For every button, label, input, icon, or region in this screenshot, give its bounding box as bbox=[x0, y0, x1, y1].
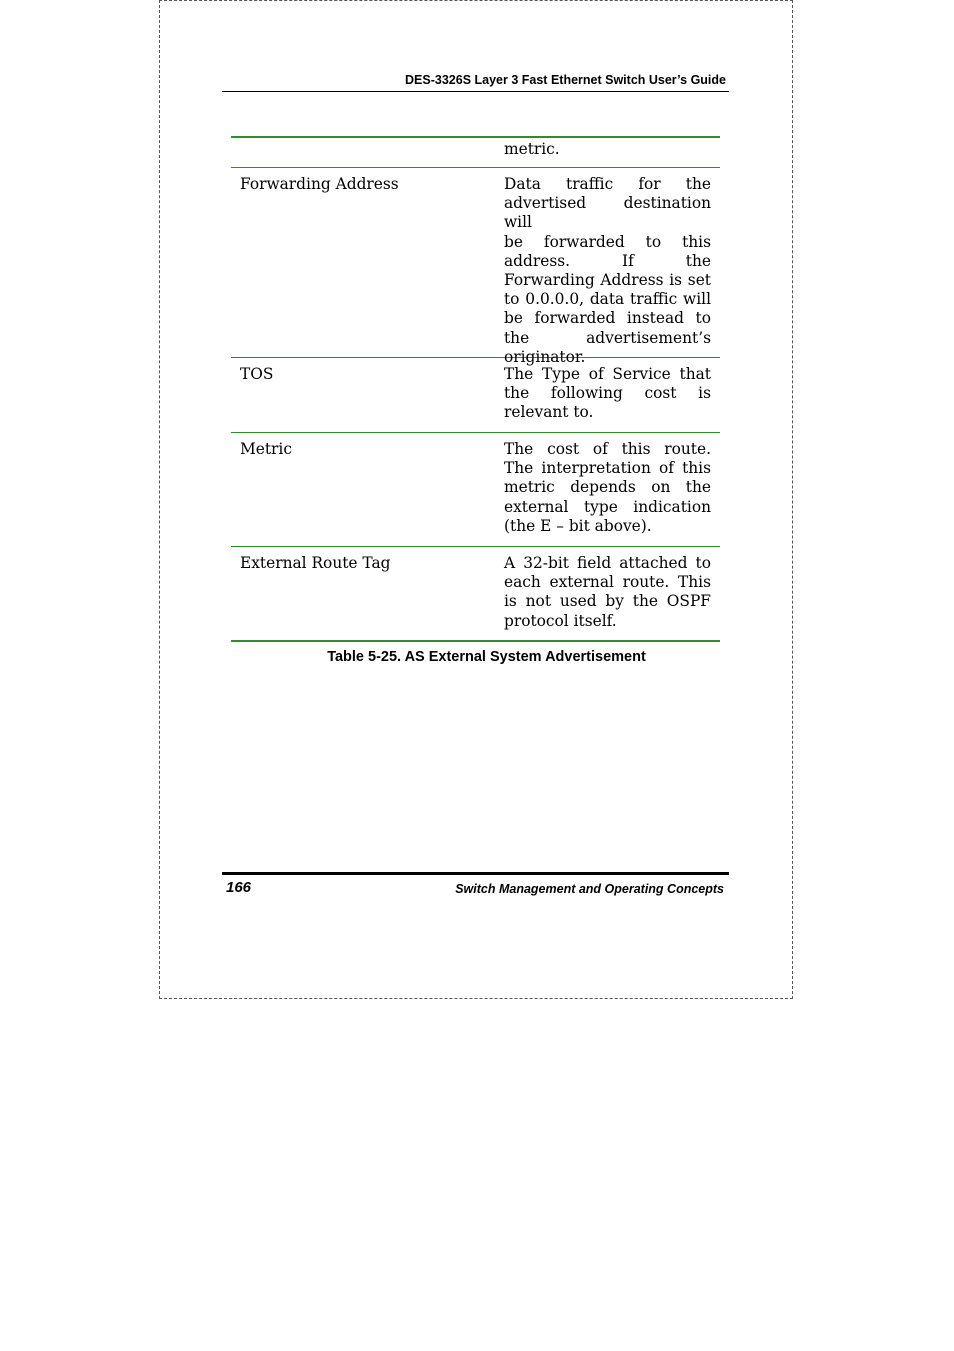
description-line: The interpretation of this bbox=[504, 459, 711, 478]
row-description bbox=[504, 365, 711, 423]
page-number: 166 bbox=[226, 879, 252, 896]
description-line: address. If the bbox=[504, 251, 711, 270]
description-line: (the E – bit above). bbox=[504, 516, 652, 535]
description-line: external type indication bbox=[504, 497, 711, 516]
description-line: The Type of Service that bbox=[504, 365, 711, 383]
definition-table bbox=[231, 136, 720, 642]
running-footer: Switch Management and Operating Concepts bbox=[455, 882, 724, 896]
running-header: DES-3326S Layer 3 Fast Ethernet Switch User’s Guide bbox=[405, 73, 726, 87]
description-line: originator. bbox=[504, 347, 586, 366]
table-caption: Table 5-25. AS External System Advertisement bbox=[327, 649, 646, 665]
table-row bbox=[231, 433, 720, 546]
header-rule bbox=[222, 91, 729, 92]
table-row bbox=[231, 168, 720, 366]
table-bottom-rule bbox=[231, 640, 720, 642]
description-line: Forwarding Address is set bbox=[504, 271, 711, 290]
description-line: the following cost is bbox=[504, 384, 711, 403]
row-term: Forwarding Address bbox=[240, 175, 399, 193]
description-line: the advertisement’s bbox=[504, 328, 711, 347]
footer-rule bbox=[222, 872, 729, 875]
description-line: to 0.0.0.0, data traffic will bbox=[504, 290, 711, 309]
row-term: TOS bbox=[240, 365, 274, 383]
description-line: be forwarded instead to bbox=[504, 309, 711, 328]
description-line: A 32-bit field attached to bbox=[504, 554, 711, 572]
row-description bbox=[504, 554, 711, 631]
row-term: Metric bbox=[240, 440, 292, 458]
continuation-text: metric. bbox=[504, 140, 560, 158]
description-line: relevant to. bbox=[504, 403, 594, 422]
table-row bbox=[231, 547, 720, 640]
row-description bbox=[504, 175, 711, 367]
row-description bbox=[504, 440, 711, 536]
description-line: protocol itself. bbox=[504, 611, 617, 630]
description-line: be forwarded to this bbox=[504, 232, 711, 251]
table-row-continuation bbox=[231, 138, 720, 167]
description-line: is not used by the OSPF bbox=[504, 592, 711, 611]
description-line: advertised destination will bbox=[504, 194, 711, 232]
description-line: each external route. This bbox=[504, 573, 711, 592]
row-term: External Route Tag bbox=[240, 554, 391, 572]
table-row bbox=[231, 358, 720, 432]
description-line: The cost of this route. bbox=[504, 440, 711, 458]
description-line: Data traffic for the bbox=[504, 175, 711, 193]
description-line: metric depends on the bbox=[504, 478, 711, 497]
